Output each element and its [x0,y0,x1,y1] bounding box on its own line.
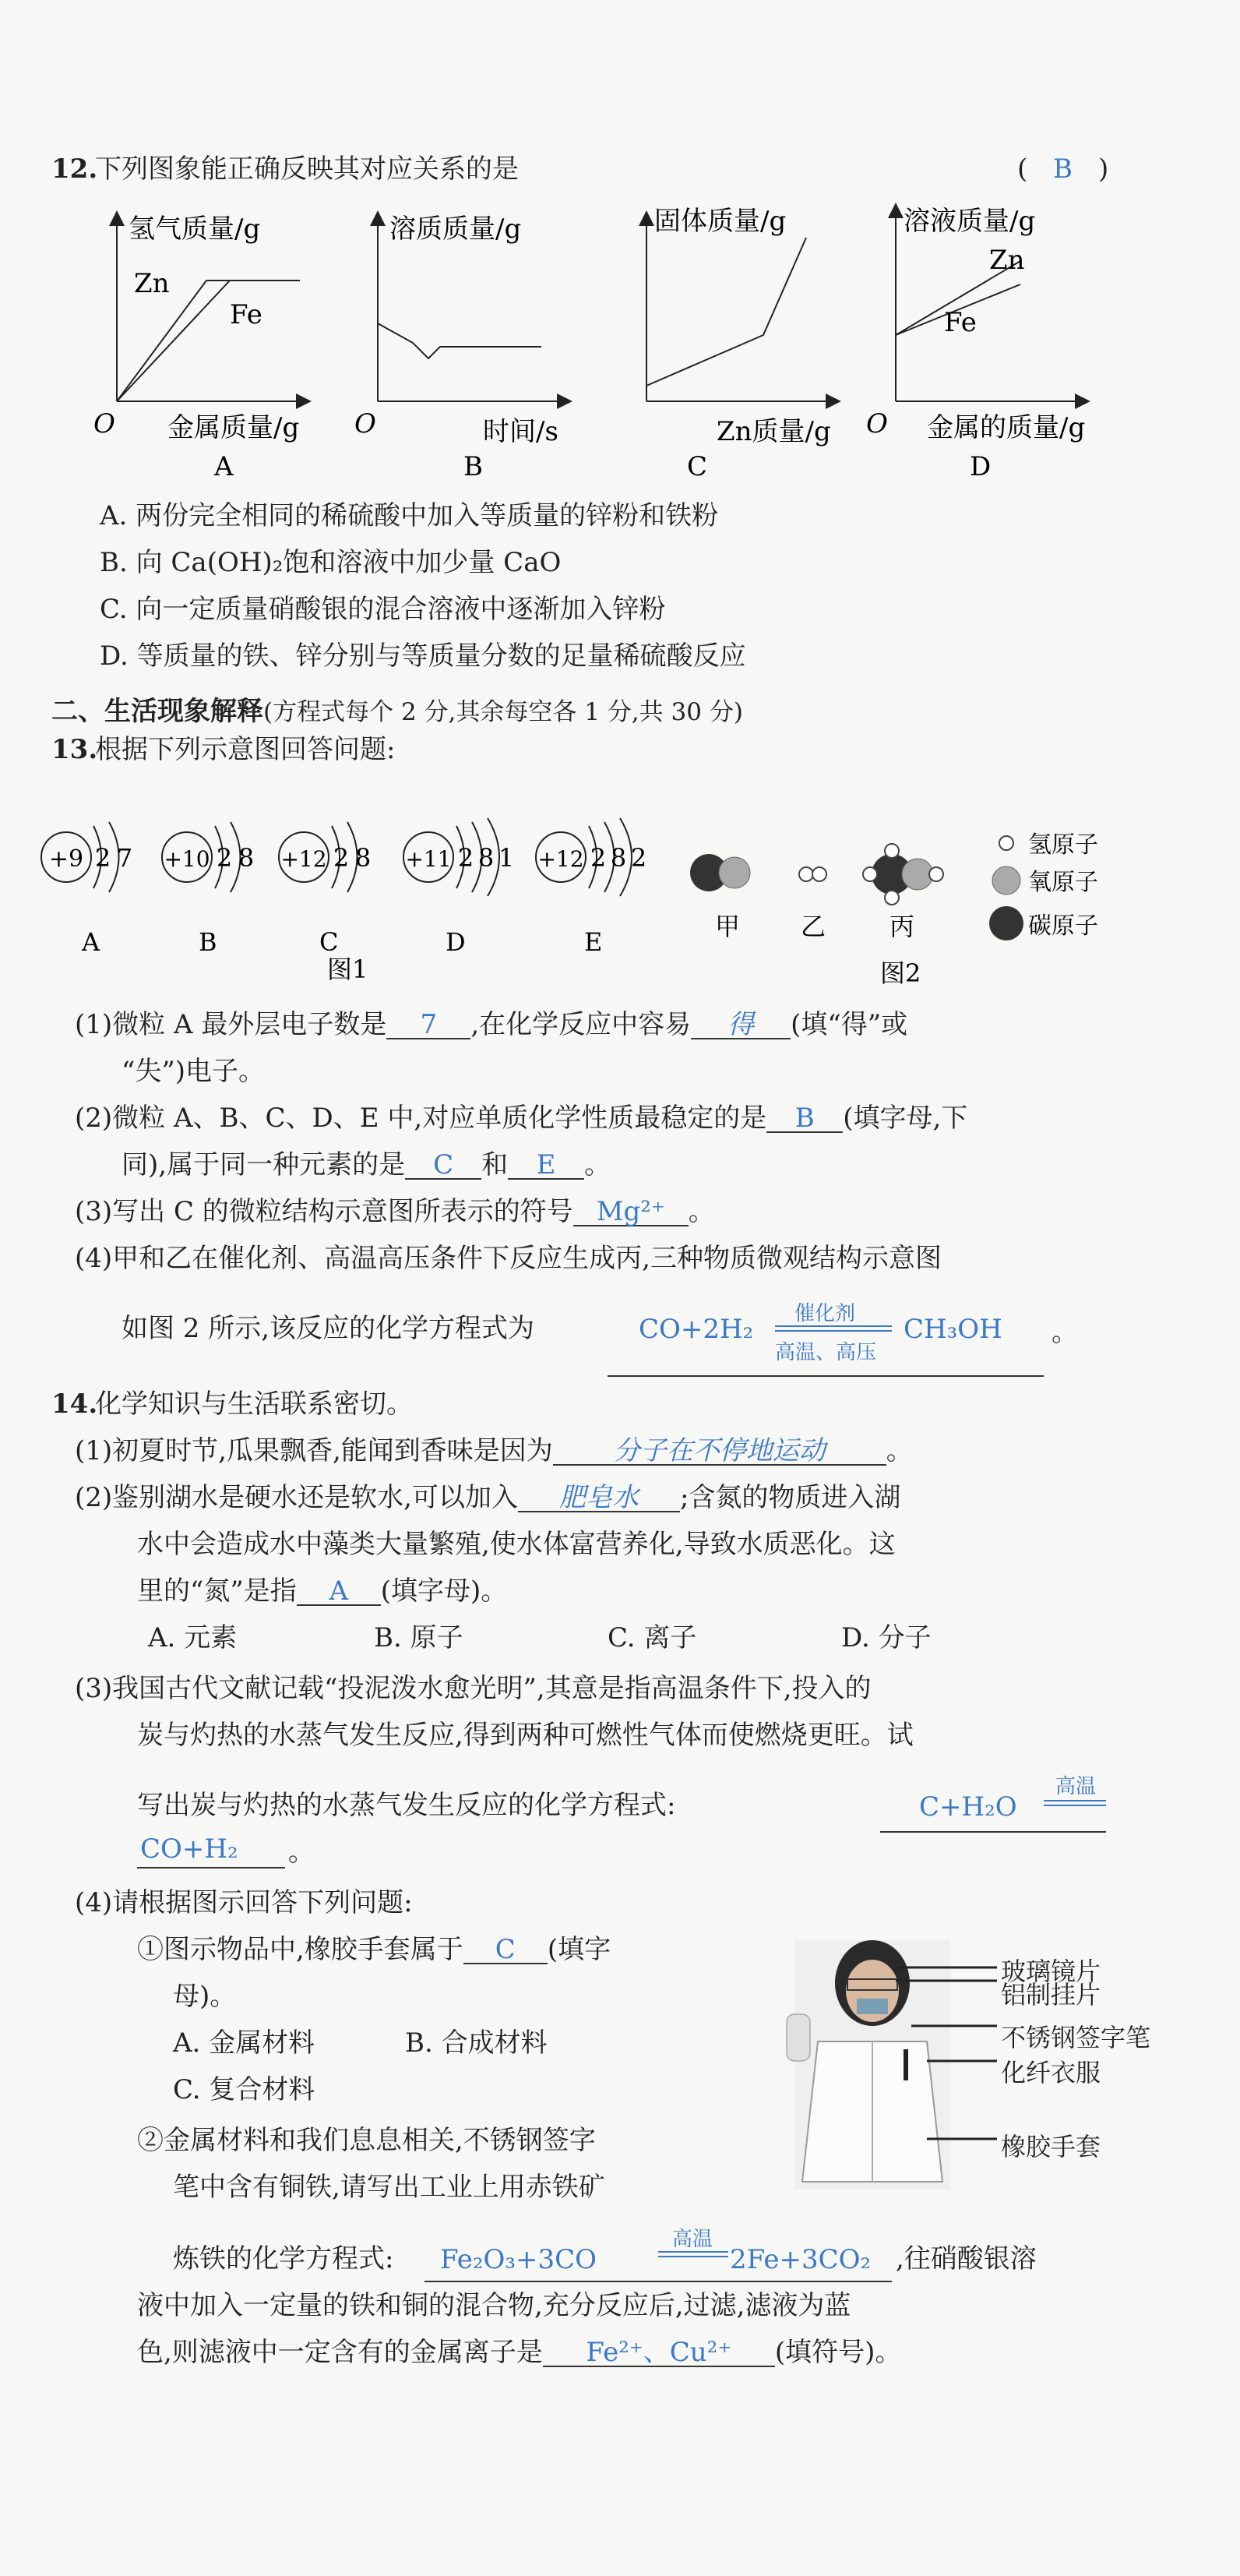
label-glass-lens: 玻璃镜片 [1001,1957,1101,1986]
q13-p2-answer2: C [405,1152,481,1180]
q14-part2-line1: (2)鉴别湖水是硬水还是软水,可以加入 肥皂水 ;含氮的物质进入湖 [75,1482,901,1513]
q14-p3-end: 。 [288,1837,315,1868]
pen-icon [904,2049,908,2080]
q12-answer-open: ( [1017,154,1028,185]
atom-b [162,822,254,957]
label-steel-pen: 不锈钢签字笔 [1001,2023,1151,2052]
mask [857,1999,888,2014]
q14-number: 14. [51,1389,98,1420]
q13-p1-answer1: 7 [386,1011,470,1039]
chart-a-ylabel: 氢气质量/g [129,213,261,245]
q13-part4-line1: (4)甲和乙在催化剂、高温高压条件下反应生成丙,三种物质微观结构示意图 [75,1243,942,1274]
q14-part4-heading: (4)请根据图示回答下列问题: [75,1887,413,1918]
q14-p4-sub2-line2: 笔中含有铜铁,请写出工业上用赤铁矿 [173,2172,605,2203]
molecule-yi-label: 乙 [801,912,826,941]
q13-number: 13. [51,734,98,765]
section2-heading [51,690,743,728]
svg-text:2: 2 [94,843,111,873]
q14-p2-answer1: 肥皂水 [518,1484,680,1512]
q14-part3-line1: (3)我国古代文献记载“投泥泼水愈光明”,其意是指高温条件下,投入的 [75,1673,872,1704]
q12-answer: B [1053,154,1073,185]
q14-stem: 化学知识与生活联系密切。 [95,1389,413,1420]
q13-part3: (3)写出 C 的微粒结构示意图所表示的符号 Mg²⁺ 。 [75,1196,715,1227]
svg-text:2: 2 [333,843,350,873]
svg-text:+12: +12 [537,846,584,872]
svg-text:2: 2 [216,843,233,873]
chart-b-letter: B [463,451,483,482]
q14-p4-option-b: B. 合成材料 [405,2027,548,2059]
q14-p4-sub1-answer: C [463,1936,548,1964]
legend-hydrogen: 氢原子 [1028,831,1098,859]
q14-part3-line3: 写出炭与灼热的水蒸气发生反应的化学方程式: [137,1790,676,1821]
figure-person [748,1925,1168,2197]
molecule-yi [799,867,826,941]
chart-a-origin: O [93,408,115,439]
q14-p3-equation-part1: C+H₂O 高温 [880,1769,1106,1833]
q13-p3-answer: Mg²⁺ [573,1198,689,1226]
svg-text:2: 2 [590,843,607,873]
q12-option-c: C. 向一定质量硝酸银的混合溶液中逐渐加入锌粉 [100,594,666,625]
chart-c-ylabel: 固体质量/g [654,206,787,237]
q12-option-a: A. 两份完全相同的稀硫酸中加入等质量的锌粉和铁粉 [100,500,719,531]
q12-answer-close: ) [1098,154,1109,185]
svg-text:8: 8 [238,843,255,873]
chart-b-origin: O [354,408,376,439]
molecule-bing [863,844,943,941]
chart-d-ylabel: 溶液质量/g [904,206,1036,237]
q14-p2-option-b: B. 原子 [374,1622,463,1653]
atom-e-letter: E [584,927,603,957]
q14-part2-line3: 里的“氮”是指 A (填字母)。 [137,1576,508,1607]
chart-a-xlabel: 金属质量/g [167,412,300,443]
svg-text:1: 1 [498,843,515,873]
chart-d-xlabel: 金属的质量/g [927,412,1086,443]
q13-part2-line1: (2)微粒 A、B、C、D、E 中,对应单质化学性质最稳定的是 B (填字母,下 [75,1103,968,1134]
atom-d [403,818,514,957]
atom-c-letter: C [319,927,339,957]
legend-oxygen: 氧原子 [1028,869,1098,896]
figure-1-atoms [31,795,717,982]
q13-part1-line2: “失”)电子。 [122,1056,266,1087]
chart-c-letter: C [687,451,708,482]
atom-a [41,822,132,957]
figure-2-molecules [685,826,1137,990]
section2-title: 二、生活现象解释 [51,696,263,727]
svg-text:8: 8 [477,843,495,873]
q14-part2-line2: 水中会造成水中藻类大量繁殖,使水体富营养化,导致水质恶化。这 [137,1529,896,1560]
q12-number: 12. [51,154,98,185]
q13-p2-answer1: B [766,1105,843,1133]
svg-text:7: 7 [116,843,133,873]
q14-p4-sub1-line2: 母)。 [173,1981,237,2012]
q14-p4-sub2-answer: Fe²⁺、Cu²⁺ [543,2339,775,2367]
q14-p4-sub2-line4: 液中加入一定量的铁和铜的混合物,充分反应后,过滤,滤液为蓝 [137,2290,851,2321]
svg-text:+12: +12 [280,846,327,872]
label-aluminum-clip: 铝制挂片 [1001,1980,1101,2010]
q12-option-d: D. 等质量的铁、锌分别与等质量分数的足量稀硫酸反应 [100,640,746,672]
q13-part1-line1: (1)微粒 A 最外层电子数是 7 ,在化学反应中容易 得 (填“得”或 [75,1009,908,1040]
q14-p1-answer: 分子在不停地运动 [553,1438,886,1466]
molecule-jia-label: 甲 [715,912,741,941]
q13-p4-end: 。 [1052,1317,1078,1348]
chart-b [354,206,604,487]
q12-stem: 下列图象能正确反映其对应关系的是 [95,154,519,185]
chart-a [93,206,343,487]
chart-a-series-fe: Fe [230,299,262,330]
q14-p4-option-a: A. 金属材料 [173,2027,315,2059]
molecule-jia [690,854,750,941]
curve-c [646,238,806,386]
q14-p4-sub2-line1: ②金属材料和我们息息相关,不锈钢签字 [137,2125,596,2156]
legend-carbon: 碳原子 [1028,912,1098,940]
chart-d-letter: D [970,451,992,482]
chart-c [623,206,872,487]
q12-option-b: B. 向 Ca(OH)₂饱和溶液中加少量 CaO [100,547,562,578]
q14-part3-line2: 炭与灼热的水蒸气发生反应,得到两种可燃性气体而使燃烧更旺。试 [137,1720,914,1751]
q13-part2-line2: 同),属于同一种元素的是 C 和 E 。 [122,1149,611,1180]
molecule-legend [989,831,1098,940]
q13-p2-answer3: E [508,1152,584,1180]
figure-2-caption: 图2 [880,958,921,988]
q14-p4-option-c: C. 复合材料 [173,2074,315,2105]
q14-p2-option-c: C. 离子 [608,1622,697,1653]
chart-a-letter: A [214,451,234,482]
svg-text:2: 2 [630,843,647,873]
q14-p4-sub2-line5: 色,则滤液中一定含有的金属离子是 Fe²⁺、Cu²⁺ (填符号)。 [137,2337,902,2368]
q14-p4-sub2-equation: Fe₂O₃+3CO 高温 2Fe+3CO₂ [424,2217,892,2282]
chart-d-series-zn: Zn [989,245,1025,276]
svg-text:8: 8 [610,843,627,873]
atom-c [279,822,371,957]
q14-p2-option-d: D. 分子 [841,1622,932,1653]
q14-p4-sub2-line3-prefix: 炼铁的化学方程式: [173,2243,394,2274]
atom-b-letter: B [199,927,217,957]
q13-p1-answer2: 得 [691,1011,791,1039]
q13-part4-line2: 如图 2 所示,该反应的化学方程式为 [122,1313,535,1344]
q14-p3-equation-part2: CO+H₂ [137,1830,285,1868]
q14-p2-answer2: A [297,1578,381,1606]
chart-c-xlabel: Zn质量/g [717,416,831,447]
molecule-bing-label: 丙 [889,912,915,941]
chart-d-origin: O [866,408,888,439]
q14-part1: (1)初夏时节,瓜果飘香,能闻到香味是因为 分子在不停地运动 。 [75,1435,913,1466]
curve-b [378,323,541,358]
svg-text:2: 2 [457,843,474,873]
section2-note: (方程式每个 2 分,其余每空各 1 分,共 30 分) [263,698,743,726]
chart-b-xlabel: 时间/s [483,416,558,447]
chart-d-series-fe: Fe [944,307,977,338]
chart-d [866,199,1137,487]
svg-text:+11: +11 [405,846,452,872]
chart-b-ylabel: 溶质质量/g [389,213,522,245]
chart-a-series-zn: Zn [134,268,170,299]
q14-p2-option-a: A. 元素 [148,1622,238,1653]
svg-text:+10: +10 [164,846,210,872]
atom-e [536,818,646,957]
q13-p4-equation: CO+2H₂ 催化剂 高温、高压 CH₃OH [608,1297,1044,1377]
label-rubber-gloves: 橡胶手套 [1001,2132,1101,2161]
figure-1-caption: 图1 [327,955,368,984]
rubber-glove-icon [787,2014,810,2061]
q13-stem: 根据下列示意图回答问题: [95,734,396,765]
label-fiber-clothes: 化纤衣服 [1001,2058,1101,2087]
q14-p4-sub1-line1: ①图示物品中,橡胶手套属于 C (填字 [137,1934,611,1965]
atom-d-letter: D [446,927,466,957]
q14-p4-sub2-line3-suffix: ,往硝酸银溶 [896,2243,1037,2274]
atom-a-letter: A [82,927,100,957]
svg-text:+9: +9 [48,845,84,873]
svg-text:8: 8 [354,843,372,873]
